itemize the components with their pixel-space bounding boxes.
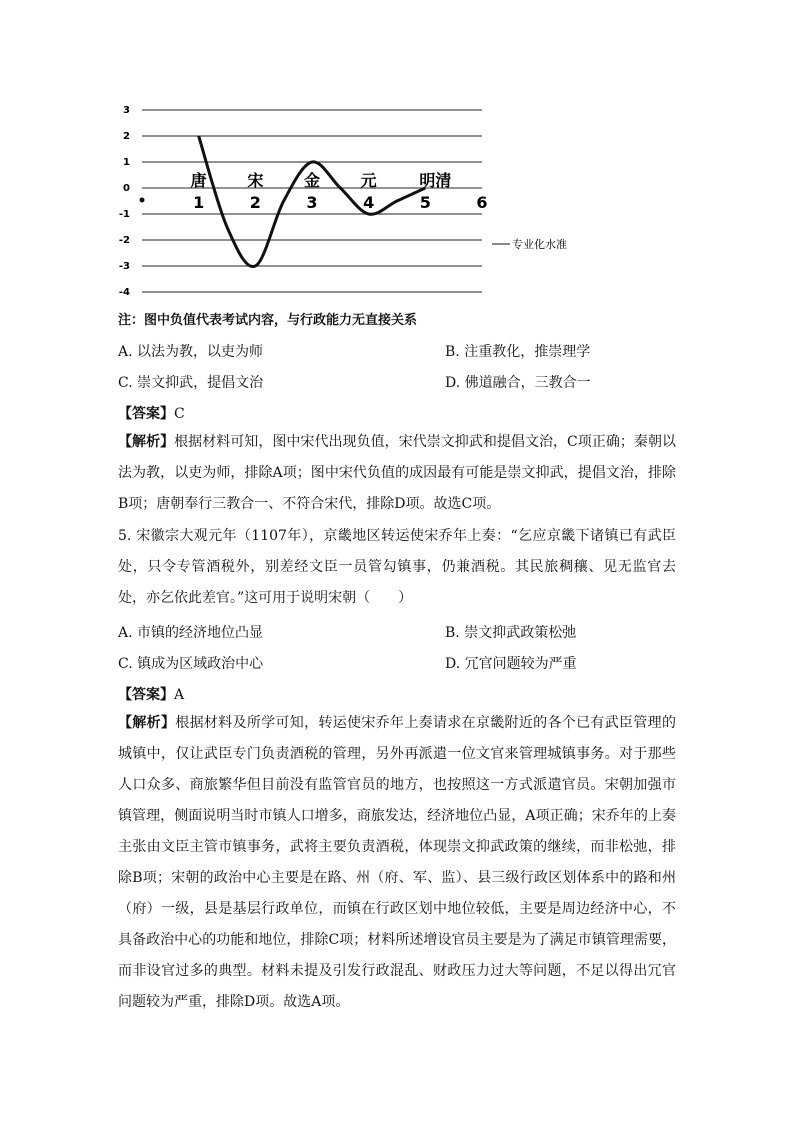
y-tick-label: -1 (118, 209, 130, 220)
x-tick-label: 3 (306, 193, 318, 212)
x-tick-labels (193, 193, 487, 212)
analysis-text: 根据材料及所学可知，转运使宋乔年上奏请求在京畿附近的各个已有武臣管理的城镇中，仅让武臣专门负责酒税的管理，另外再派遣一位文官来管理城镇事务。对于那些人口众多、商旅繁华但目前没有监管官员的地方，也按照这一方式派遣官员。宋朝加强市镇管理，侧面说明当时市镇人口增多，商旅发达，经济地位凸显，A项正确；宋乔年的上奏主张由文臣主管市镇事务，武将主要负责酒税，体现崇文抑武政策的继续，而非松弛，排除B项；宋朝的政治中心主要是在路、州（府、军、监）、县三级行政区划体系中的路和州（府）一级，县是基层行政单位，而镇在行政区划中地位较低，主要是周边经济中心，不具备政治中心的功能和地位，排除C项；材料所述增设官员主要是为了满足市镇管理需要，而非设官过多的典型。材料未提及引发行政混乱、财政压力过大等问题，不足以得出冗官问题较为严重，排除D项。故选A项。 (118, 715, 677, 1010)
dynasty-label: 金 (303, 171, 321, 190)
q5-option-b: B. 崇文抑武政策松弛 (445, 625, 577, 641)
q5-option-c: C. 镇成为区域政治中心 (118, 656, 264, 672)
q5-option-a: A. 市镇的经济地位凸显 (118, 625, 264, 641)
x-tick-label: 1 (193, 193, 205, 212)
q5-analysis (118, 708, 676, 1018)
dynasty-label: 宋 (247, 171, 264, 190)
x-tick-label: 2 (249, 193, 261, 212)
q4-option-d: D. 佛道融合，三教合一 (445, 375, 591, 391)
q4-option-c: C. 崇文抑武，提倡文治 (118, 375, 264, 391)
analysis-tag: 【解析】 (118, 715, 176, 731)
q5-answer (118, 684, 184, 706)
chart-note: 注：图中负值代表考试内容，与行政能力无直接关系 (118, 313, 418, 328)
q5-stem: 5. 宋徽宗大观元年（1107年），京畿地区转运使宋乔年上奏：“乞应京畿下诸镇已有武臣处，只令专管酒税外，别差经文臣一员管勾镇事，仍兼酒税。其民旅稠穰、见无监官去处，亦乞依此差官。”这可用于说明宋朝（ ） (118, 528, 676, 606)
y-tick-label: -4 (118, 287, 130, 298)
q4-analysis (118, 427, 676, 520)
y-tick-label: -2 (118, 235, 130, 246)
y-tick-label: -3 (118, 261, 130, 272)
answer-tag: 【答案】 (118, 687, 174, 703)
dynasty-label: 元 (360, 171, 377, 190)
y-tick-label: 2 (123, 131, 130, 142)
x-tick-label: 4 (363, 193, 375, 212)
y-tick-label: 3 (123, 105, 130, 116)
x-tick-label: 6 (476, 193, 488, 212)
origin-point (140, 198, 145, 203)
y-tick-label: 0 (123, 183, 130, 194)
dynasty-labels (191, 171, 452, 190)
q4-answer (118, 403, 185, 425)
q4-option-b: B. 注重教化，推崇理学 (445, 344, 591, 360)
analysis-text: 根据材料可知，图中宋代出现负值，宋代崇文抑武和提倡文治，C项正确；秦朝以法为教，以吏为师，排除A项；图中宋代负值的成因最有可能是崇文抑武，提倡文治，排除B项；唐朝奉行三教合一、不符合宋代，排除D项。故选C项。 (118, 434, 677, 512)
dynasty-label: 唐 (190, 171, 207, 190)
x-tick-label: 5 (419, 193, 431, 212)
y-tick-label: 1 (123, 157, 130, 168)
y-tick-labels (119, 105, 130, 298)
analysis-tag: 【解析】 (118, 434, 175, 450)
answer-tag: 【答案】 (118, 406, 174, 422)
legend-label: 专业化水准 (512, 238, 567, 251)
line-chart (110, 100, 567, 300)
answer-value: C (174, 406, 185, 422)
answer-value: A (174, 687, 185, 703)
dynasty-label: 明清 (419, 171, 452, 190)
q4-option-a: A. 以法为教，以吏为师 (118, 344, 264, 360)
q5-option-d: D. 冗官问题较为严重 (445, 656, 577, 672)
